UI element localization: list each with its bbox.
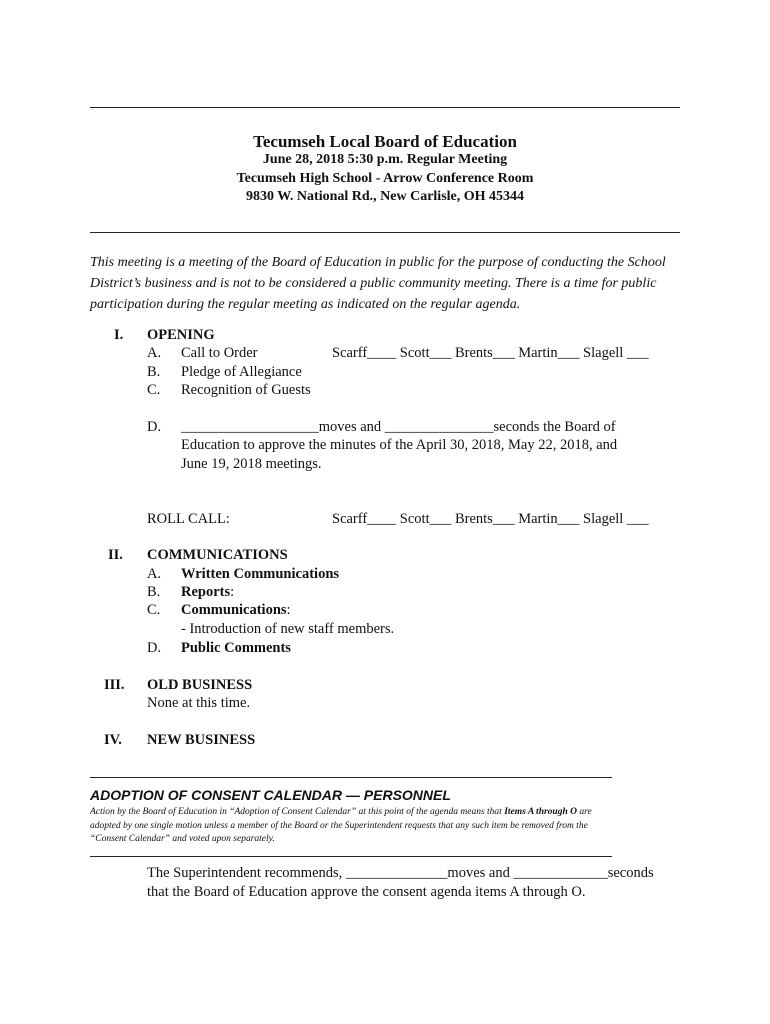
item-1d-line2: Education to approve the minutes of the April 30, 2018, May 22, 2018, and — [181, 437, 618, 453]
section-3-title: OLD BUSINESS — [147, 677, 253, 693]
consent-desc-pre: Action by the Board of Education in “Adoption of Consent Calendar” at this point of the agenda means that — [90, 807, 502, 817]
section-4-number: IV. — [104, 732, 122, 748]
item-1b-letter: B. — [147, 364, 161, 380]
item-1d-line3: June 19, 2018 meetings. — [181, 456, 322, 472]
item-1b-text: Pledge of Allegiance — [181, 364, 302, 380]
recommendation-line1: The Superintendent recommends, ______________moves and _____________seconds — [147, 865, 654, 881]
item-1d-letter: D. — [147, 419, 162, 435]
item-1c-letter: C. — [147, 382, 161, 398]
item-2c-colon: : — [286, 602, 291, 618]
section-3-text: None at this time. — [147, 695, 251, 711]
section-2-number: II. — [108, 547, 123, 563]
meeting-location: Tecumseh High School - Arrow Conference Room — [236, 171, 534, 186]
item-2b-text — [181, 584, 234, 601]
item-1a-text: Call to Order — [181, 345, 258, 361]
item-2c-text — [181, 602, 291, 619]
intro-paragraph: This meeting is a meeting of the Board of Education in public for the purpose of conducting the School District’s business and is not to be considered a public community meeting. There is a time for public participation during the regular meeting as indicated on the regular agenda. — [90, 255, 666, 312]
consent-heading: ADOPTION OF CONSENT CALENDAR — PERSONNEL — [90, 787, 451, 803]
header-rule — [90, 232, 680, 233]
recommendation-line2: that the Board of Education approve the consent agenda items A through O. — [147, 884, 586, 900]
item-2d-letter: D. — [147, 640, 162, 656]
consent-description — [90, 806, 595, 847]
item-2d-text: Public Comments — [181, 640, 291, 656]
roll-names-2: Scarff____ Scott___ Brents___ Martin___ Slagell ___ — [332, 511, 649, 527]
item-2b-colon: : — [230, 584, 235, 600]
item-2c-label: Communications — [181, 602, 287, 618]
section-3-number: III. — [104, 677, 125, 693]
section-1-title: OPENING — [147, 327, 215, 343]
item-2a-text: Written Communications — [181, 566, 340, 582]
consent-desc-post: are adopted by one single motion unless a member of the Board or the Superintendent requests that any such item be removed from the “Consent Calendar” and voted upon separately. — [90, 807, 592, 844]
top-rule — [90, 107, 680, 108]
meeting-address: 9830 W. National Rd., New Carlisle, OH 45344 — [245, 189, 525, 204]
section-4-title: NEW BUSINESS — [147, 732, 256, 748]
consent-desc-items: Items A through O — [504, 807, 577, 817]
item-1a-letter: A. — [147, 345, 162, 361]
item-2a-letter: A. — [147, 566, 162, 582]
item-2c-letter: C. — [147, 602, 161, 618]
item-2b-label: Reports — [181, 584, 231, 600]
meeting-date: June 28, 2018 5:30 p.m. Regular Meeting — [262, 152, 508, 167]
document-title: Tecumseh Local Board of Education — [253, 132, 517, 151]
item-2b-letter: B. — [147, 584, 161, 600]
roll-names-1: Scarff____ Scott___ Brents___ Martin___ Slagell ___ — [332, 345, 649, 361]
consent-bottom-rule — [90, 856, 612, 857]
section-1-number: I. — [114, 327, 124, 343]
roll-call-label: ROLL CALL: — [147, 511, 230, 527]
item-1d-line1: ___________________moves and _______________seconds the Board of — [181, 419, 616, 435]
section-2-title: COMMUNICATIONS — [147, 547, 288, 563]
item-1c-text: Recognition of Guests — [181, 382, 311, 398]
item-2c-subtext: - Introduction of new staff members. — [181, 621, 395, 637]
consent-top-rule — [90, 777, 612, 778]
